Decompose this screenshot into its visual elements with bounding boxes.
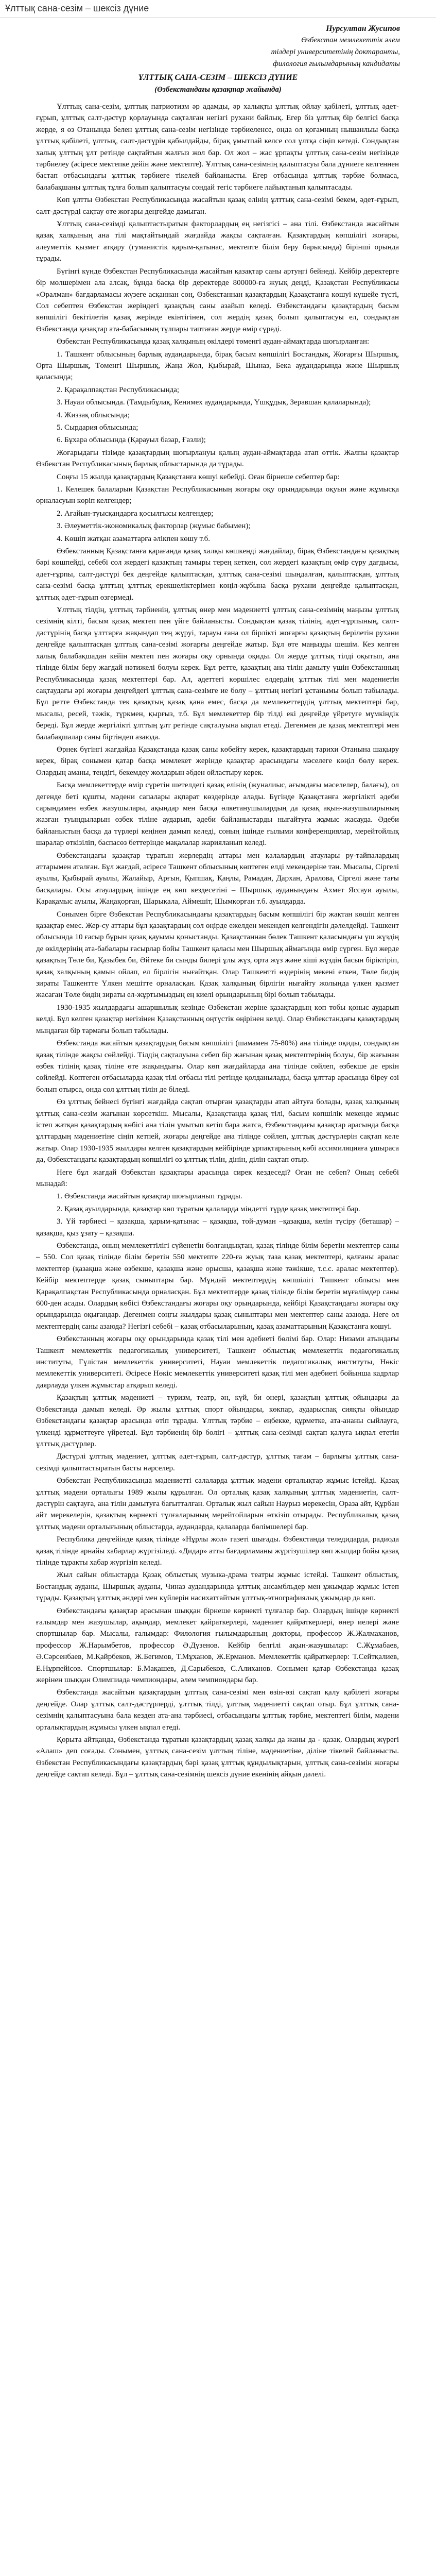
article-paragraph: 2. Ағайын-туысқандарға қосылғысы келгендер; bbox=[57, 509, 214, 518]
article-paragraph: Өзбекстандағы қазақтар арасынан шыққан бірнеше көрнекті тұлғалар бар. Олардың ішінде көрнекті ғалымдар мен жазушылар, ақындар, мемлекет қайраткерлері, мәдениет қайраткерлері, өнер иелері және спортшылар бар. Мысалы, ғалымдар: Филология ғылымдарының докторы, профессор Ж.Жалмаханов, профессор Ж.Нарымбетов, профессор Ә.Дүзенов. Кейбір белгілі ақын-жазушылар: С.Жұмабаев, Ә.Сәрсенбаев, М.Қайрбеков, Ж.Бегимов, Т.Мұханов, Ж.Ерманов. Мемлекеттік қайраткерлер: Т.Сейтқалиев, Е.Нұрпейісов. Спортшылар: Б.Мақашев, Д.Сарыбеков, С.Алиханов. Сонымен қатар Өзбекстанда қазақ жерінен шыққан Олимпиада чемпиондары, әлем чемпиондары бар. bbox=[36, 1606, 399, 1685]
article-paragraph: 1930-1935 жылдардағы ашаршылық кезінде Өзбекстан жеріне қазақтардың көп тобы қоныс аударып келді. Бұл келген қазақтар негізінен Қазақстанның оңтүстік өңірінен келді. Олар Өзбекстандағы қазақтардың мыңдаған бір тармағы болып табылады. bbox=[36, 1003, 399, 1035]
article-paragraph: Басқа мемлекеттерде өмір сүретін шетелдегі қазақ елінің (жуналиыс, ағымдағы мәселелер, балағы), ол дегенде беті құшты, мәдени сапалары ақпарат көздерінде алады. Бүгінде Қазақстанға жергілікті әдеби сарындамен өзбек жазушылары, ақындар мен басқа өлкетанушылардың да қазақ ақын-жазушыларының жазған туындыларын өзбек тіліне аударып, әдеби байланыстарды нығайтуға жұмыс жасауда. Әдеби байланыстың басқа да түрлері кеңінен дамып келеді, соның ішінде ғылыми конференциялар, мерейтойлық шаралар өткізіліп, баспасөз беттерінде мақалалар жарияланып келеді. bbox=[36, 781, 399, 848]
article-paragraph: 1. Келешек балаларын Қазақстан Республикасының жоғары оқу орындарында оқуын және жұмысқа орналасуын көріп келгендер; bbox=[36, 485, 399, 505]
article-paragraph: Ұлттық сана-сезімді қалыптастыратын факторлардың ең негізгісі – ана тілі. Өзбекстанда жасайтын қазақ халқының ана тілі мақтайтындай жағдайда жақсы сақталған. Қазақтардың көпшілігі жоғары, алеуметтік қызмет атқару (гуманистік қарым-қатынас, мектепте білім беру барысында) бірінші орында тұрады. bbox=[36, 220, 399, 263]
article-paragraph: 3. Үй тәрбиесі – қазақша, қарым-қатынас – қазақша, той-думан –қазақша, келін түсіру (беташар) – қазақша, қыз ұзату – қазақша. bbox=[36, 1217, 399, 1238]
article-body bbox=[36, 101, 399, 1782]
article-paragraph: 4. Көшіп жатқан азаматтарға әлікпен көшу т.б. bbox=[57, 534, 211, 543]
window-title: Ұлттық сана-сезім – шексіз дүние bbox=[5, 3, 149, 13]
article-paragraph: Қазақтың ұлттық мәдениеті – туризм, театр, ән, күй, би өнері, қазақтың ұлттық ойындары да Өзбекстанда дамып келеді. Әр жылы ұлттық спорт ойындары, көкпар, аударыспақ сияқты ойындар Өзбекстандағы қазақтар арасында өтіп тұрады. Ұлттық тәрбие – еңбекке, құрметке, ата-ананы сыйлауға, үлкенді құрметтеуге үйретеді. Бұл тәрбиенің бір бөлігі – ұлттық сана-сезімді сақтап қалуға ықпал ететін ұлттық дәстүрлер. bbox=[36, 1394, 399, 1448]
article-paragraph: Жоғарыдағы тізімде қазақтардың шоғырлануы қалың аудан-аймақтарда атап өттік. Жалпы қазақтар Өзбекстан Республикасының барлық облыстарында да тұрады. bbox=[36, 448, 399, 469]
article-paragraph: 2. Қарақалпақстан Республикасында; bbox=[57, 385, 180, 394]
article-paragraph: 5. Сырдария облысында; bbox=[57, 423, 138, 432]
article-paragraph: Соңғы 15 жылда қазақтардың Қазақстанға көшуі кебейді. Оған бірнеше себептер бар: bbox=[57, 472, 340, 481]
article-title: ҰЛТТЫҚ САНА-СЕЗІМ – ШЕКСІЗ ДҮНИЕ bbox=[138, 73, 298, 82]
author-affiliation-line: филология ғылымдарының кандидаты bbox=[273, 60, 400, 68]
article-paragraph: Неге бұл жағдай Өзбекстан қазақтары арасында сирек кездеседі? Оған не себеп? Оның себебі мынадай: bbox=[36, 1168, 399, 1188]
article-paragraph: 6. Бұхара облысында (Қарауыл базар, Ғазли); bbox=[57, 436, 206, 445]
article-paragraph: Қорыта айтқанда, Өзбекстанда тұратын қазақтардың қазақ халқы да жаны да - қазақ. Олардың жүрегі «Алаш» деп соғады. Сонымен, ұлттық сана-сезім ұлттың тіліне, мәдениетіне, діліне тікелей байланысты. Өзбекстан Республикасындағы қазақтардың бәрі қазақ ұлттық құндылықтарын, ұлттық сана-сезімін жоғары деңгейде сақтап келеді. Бұл – ұлттық сана-сезімнің шексіз дүние екенінің айқын дәлелі. bbox=[36, 1736, 399, 1779]
article-paragraph: Ұлттық сана-сезім, ұлттық патриотизм әр адамды, әр халықты ұлттық ойлау қабілеті, ұлттық әдет-ғұрып, ұлттық салт-дәстүр қорлауында сақталған негізгі рухани байлық. Егер біз ұлттық бір белгісі басқа жерде, я өз Отанында белен ұлттық сана-сезім негізінде тәрбиеленсе, онда ол қоғамның нышанлыы басқа ұлттық қабілеті, ұлттық, салт-дәстүрін қабылдайды, бірақ ұмытпай келсе сол ұлтқа сіңіп кетеді. Сондықтан халық ұлттың ұлт ретінде сақтайтын жалғыз жол бар. Ол жол – жас ұрпақты ұлттық сана-сезім негізінде тәрбиелеу (әсіресе мектепке дейін және мектепте). Ұлттық сана-сезімнің қалыптасуы бала дүниеге келгеннен бастап отбасындағы ұлттық тәрбиеге тікелей байланысты. Егер отбасында ұлттық тәрбие болмаса, балабақшаны ұлттық тұлға болып қалыптасуы сондай тегіс тәрбиеге лайықтанып қалыптасады. bbox=[36, 103, 399, 192]
article-paragraph: Өзбекстанда жасайтын қазақтардың басым көпшілігі (шамамен 75-80%) ана тілінде оқиды, сондықтан қазақ тілінде жақсы сөйлейді. Тілдің сақталуына себеп бір жағынан қазақ мектептерінің болуы, бір жағынан өзбек тілінің қазақ тіліне өте жақындығы. Олар көп жағдайларда ана тілінде сөйлеп, өзбекше де еркін сөйлейді. Көптеген отбасыларда қазақ тілі отбасы тілі ретінде қолданылады, басқа ұлттар арасында біреу өзі болып отырса, онда сол ұлттың тілін де біледі. bbox=[36, 1039, 399, 1094]
author-affiliation-line: тілдері университетінің доктаранты, bbox=[271, 48, 400, 56]
article-paragraph: Сонымен бірге Өзбекстан Республикасындағы қазақтардың басым көпшілігі бір жақтан көшіп келген қазақтар емес. Жер-су аттары бұл қазақтардың сол өңірде ежелден мекендеп келгендігін дәлелдейді. Ташкент облысында 10 ғасыр бұрын қазақ қауымы қоныстанды. Қазақстаннан бөлек Ташкент қаласындағы үш жүздің де өкілдерінің ата-бабалары ғасырлар бойы Ташкент қаласы мен Шыршық аймағында өмір сүрген. Бұл жерде қазақтың Төле би, Қазыбек би, Әйтеке би сынды билері ұлы жүз, орта жүз және кіші жүздің басын біріктіріп, қазақ халқының қамын ойлап, ел бірлігін нығайтқан. Олар Ташкентті өздерінің мекені еткен, Төле бидің зираты Ташкентте Үлкен мешітте орналасқан. Қазақ халқының бірлігін нығайту жолында үлкен қызмет жасаған Төле бидің зираты ел-жұртымыздың ең киелі орындарының бірі болып табылады. bbox=[36, 910, 399, 999]
author-affiliation-line: Өзбекстан мемлекеттік әлем bbox=[301, 36, 400, 44]
article-paragraph: Өзбекстан Республикасында мәдениетті салаларда ұлттық мәдени орталықтар жұмыс істейді. Қазақ ұлттық мәдени орталығы 1989 жылы құрылған. Ол орталық қазақ халқының ұлттық мәдениетін, салт-дәстүрін сақтауға, ана тілін дамытуға бағытталған. Орталық жыл сайын Наурыз мерекесін, Ораза айт, Құрбан айт мерекелерін, қазақтың көрнекті тұлғаларының мерейтойларын өткізіп отырады. Республикалық қазақ ұлттық мәдени орталығының облыстарда, аудандарда, қалаларда бөлімшелері бар. bbox=[36, 1477, 399, 1531]
author-block bbox=[225, 23, 400, 70]
article-paragraph: 3. Әлеуметтік-экономикалық факторлар (жұмыс бабымен); bbox=[57, 522, 251, 531]
article-paragraph: Ұлттық тілдің, ұлттық тәрбиенің, ұлттық өнер мен мәдениетті ұлттық сана-сезімнің маңызы ұлттық сезімнің кілті, басым қазақ мектеп пен үйге байланысты. Сондықтан қазақ тілінің, әдет-ғұрпының, салт-дәстүрінің басқа ұлттарға жақындап тең жүруі, тарауы ғана ол бірлікті жоғарғы қазақтың берілетін рухани деңгейде қалыптасқан ұлттық сана-сезімі жоғарғы деңгейде жатыр. Бұл өте маңызды шешім. Кез келген халық балабақшадан кейін мектеп пен жоғары оқу орнында оқиды. Ол жерде ұлттық тілді оқытып, ана тілінде білім беру жағдай нәтижелі болуы керек. Бұл ретте, қазақтың ана тілін дамыту үшін Өзбекстанның Республикасында қазақ мектептері бар. Ал, әдеттегі көршілес елдердің ұлттық тілі мен мәдениетін сақтаудағы әрі жоғары деңгейдегі ұлттық сана-сезімге ие болу – ұлттың негізгі ұстанымы болып табылады. Бұл ретте Өзбекстанда тек қазақтың қазақ қана емес, басқа да мемлекеттердің ұлттық мектептері бар, мысалы, ресей, тәжік, түркмен, қырғыз, т.б. Бұл мемлекеттер бір тілді екі деңгейде үйретуге мүмкіндік береді. Бұл жерде жергілікті ұлттың ұлт ретінде сақталуына ықпал етеді. Дегенмен де қазақ мектептері мен балабақшалар саны біртіндеп азаюда. bbox=[36, 606, 399, 741]
article-paragraph: Өзбекстандағы қазақтар тұратын жерлердің аттары мен қалалардың атаулары ру-тайпалардың аттарымен аталған. Бұл жағдай, әсіресе Ташкент облысының көптеген елді мекендеріне тән. Мысалы, Сіргелі ауылы, Қыбырай ауылы, Жалайыр, Арғын, Қыпшақ, Қаңлы, Рамадан, Дархан, Аралова, Сіргелі және тағы басқалары. Осы атаулардың ішінде ең көп кездесетіні – Шыршық ауданындағы Ахмет Яссауи ауылы, Қарақамыс ауылы, Жаңақорған, Шарықала, Аймешіт, Шымқорған т.б. ауылдарда. bbox=[36, 851, 399, 906]
article-paragraph: 3. Науаи облысында. (Тамдыбұлақ, Кенимех аудандарында, Үшқұдық, Зеравшан қалаларында); bbox=[57, 398, 371, 407]
author-name: Нурсултан Жусипов bbox=[326, 24, 400, 33]
article-paragraph: 1. Өзбекстанда жасайтын қазақтар шоғырланып тұрады. bbox=[57, 1192, 242, 1201]
article-paragraph: 1. Ташкент облысының барлық аудандарында, бірақ басым көпшілігі Бостандық, Жоғарғы Шыршық, Орта Шыршық, Төменгі Шыршық, Жаңа Жол, Қыбырай, Шыназ, Бекa аудандарында және Шыршық қаласында; bbox=[36, 350, 399, 382]
article-subtitle: (Өзбекстандағы қазақтар жайында) bbox=[154, 86, 282, 94]
article-paragraph: Жыл сайын облыстарда Қазақ облыстық музыка-драма театры жұмыс істейді. Ташкент облыстық, Бостандық ауданы, Шыршық ауданы, Чиназ аудандарында ұлттық ансамбльдер мен ұжымдар жұмыс істеп тұрады. Қазақтың ұлттық әндері мен күйлерін насихаттайтын ұлттық-этнографиялық ұжымдар да көп. bbox=[36, 1571, 399, 1603]
article-paragraph: 4. Жиззақ облысында; bbox=[57, 411, 130, 419]
article-paragraph: 2. Қазақ ауылдарында, қазақтар көп тұратын қалаларда міндетті түрде қазақ мектептері бар. bbox=[57, 1205, 360, 1213]
article-paragraph: Өзбекстанда жасайтын қазақтардың ұлттық сана-сезімі мен өзін-өзі сақтап қалу қабілеті жоғары деңгейде. Олар ұлттық салт-дәстүрлерді, ұлттық тілді, ұлттық мәдениетті сақтап отыр. Бұл ұлттық сана-сезімнің қалыптасуына бала кезден ата-ана тәрбиесі, отбасындағы ұлттық тәрбие, мектептегі білім, мәдени орталықтардың жұмысы үлкен ықпал етеді. bbox=[36, 1688, 399, 1732]
article-paragraph: Көп ұлтты Өзбекстан Республикасында жасайтын қазақ елінің ұлттық сана-сезімі бекем, әдет-ғұрып, салт-дәстүрді сақтау өте жоғары деңгейде дамыған. bbox=[36, 196, 399, 216]
article-paragraph: Бүгінгі күнде Өзбекстан Республикасында жасайтын қазақтар саны артуңгі бейнеді. Кейбір деректерге бір мөлшерімен ала алсақ, бұнда басқа бір деректерде 800000-ға жуық деңді, Қазақстан Республикасы «Оралман» бағдарламасы жүзеге асқаннан соң, Өзбекстаннан қазақтардың Қазақстанға көшуі күшейе түсті, Сол себептен Өзбекстан жеріндегі қазақтың саны азайып келеді. Өзбекстандағы қазақтардың басым көпшілігі бекітілетін қазақ жерінде екінтігінен, сол жердің қазақ болып қалыптасуы ел, сондықтан Өзбекстанда қазақтар ата-бабасының тұлпары таптаған жерде өмір сүреді. bbox=[36, 267, 399, 333]
article-paragraph: Өрнек бүгінгі жағдайда Қазақстанда қазақ саны көбейту керек, қазақтардың тарихи Отанына шақыру керек, бірақ сонымен қатар басқа мемлекет жерінде қазақтар арасындағы мәселеге көңіл бөлу керек. Олардың аманы, теңдігі, бекемдеу жолдарын əбден ойластыру керек. bbox=[36, 745, 399, 777]
article-paragraph: Өз ұлттық бейнесі бүгінгі жағдайда сақтап отырған қазақтарды атап айтуға болады, қазақ халқының ұлттық сана-сезім жағынан көрсеткіш. Мысалы, Қазақстанда қазақ тілі, басым көпшілік мекенде жұмыс істеп жатқан қазақтардың көбісі ана тілін ұмытып кетіп бара жатса, Өзбекстандағы қазақтар арасында басқа ұлттардың мәдениетіне сіңіп кетпей, жоғары деңгейде ана тілінде сөйлеп, ұлттық дәстүрлерін сақтап келе жатыр. Олар 1930-1935 жылдары келген қазақтардың кейбірінде ұрпақтарының көбі ассимиляцияға ұшыраса да, Өзбекстандағы қазақтардың көпшілігі өз ұлттық тілін, дінін, ділін сақтап отыр. bbox=[36, 1098, 399, 1164]
article-paragraph: Өзбекстанның Қазақстанға қарағанда қазақ халқы көшкенді жағдайлар, бірақ Өзбекстандағы қазақтың бәрі көшпейді, себебі сол жердегі қазақтың тамыры терең кеткен, сол жердегі қазақтың өмір сүру дағдысы, әдет-ғұрпы, салт-дәстүрі бек деңгейде қалыптасқан, ұлттық сана-сезімі шыңдалған, қалыптасқан, ұлттық сана-сезімі басқа ұлттың ұлттық ерекшеліктерімен көңіл-жұбына басқа рухани деңгейде қалыптасқан, ұлттық әдет-ғұрып өзгермеді. bbox=[36, 547, 399, 602]
article-paragraph: Өзбекстан Республикасында қазақ халқының өкілдері төменгі аудан-аймақтарда шоғырланған: bbox=[57, 337, 370, 346]
article-paragraph: Өзбекстанда, оның мемлекеттілігі сүйенетін болғандықтан, қазақ тілінде білім беретін мектептер саны – 550. Сол қазақ тілінде білім беретін 550 мектепте 220-ға жуық таза қазақ мектептері, қалғаны аралас мектептер (қазақша және өзбекше, қазақша және орысша, қазақша және тәжікше, т.с.с. аралас мектептер). Кейбір мектептерде қазақ сыныптары бар. Мұндай мектептердің көпшілігі Ташкент облысы мен Қарақалпақстан Республикасында орналасқан. Бұл мектептерде қазақ тілінде білім беретін мұғалімдер саны 600-ден асады. Олардың көбісі Өзбекстандағы жоғары оқу орындарында, кейбірі Қазақстандағы жоғары оқу орындарында оқығандар. Дегенмен соңғы жылдары қазақ сыныптары мен мектептер саны азаюда. Неге ол мектептердің саны азаюда? Негізгі себебі – қазақ отбасыларының, қазақ азаматтарының Қазақстанға көшуі. bbox=[36, 1242, 399, 1331]
window-title-bar bbox=[0, 0, 436, 18]
article-paragraph: Өзбекстанның жоғары оқу орындарында қазақ тілі мен әдебиеті бөлімі бар. Олар: Низами атындағы Ташкент мемлекеттік педагогикалық университеті, Ташкент облыстық мемлекеттік педагогикалық институты, Гүлістан мемлекеттік университеті, Науаи мемлекеттік педагогикалық институты, Нөкіс мемлекеттік университеті. Әсіресе Нөкіс мемлекеттік университеті қазақ тілі мен әдебиеті бойынша кадрлар даярлауда үлкен жұмыстар атқарып келеді. bbox=[36, 1335, 399, 1389]
article-paragraph: Дәстүрлі ұлттық мәдениет, ұлттық әдет-ғұрып, салт-дәстүр, ұлттық тағам – барлығы ұлттық сана-сезімді қалыптастыратын басты нәрселер. bbox=[36, 1452, 399, 1472]
article-paragraph: Республика деңгейінде қазақ тілінде «Нұрлы жол» газеті шығады. Өзбекстанда теледидарда, радиода қазақ тілінде арнайы хабарлар жүргізіледі. «Дидар» атты бағдарламаны жүргізушілер көп жылдар бойы қазақ тілінде тұрақты хабар жүргізіп келеді. bbox=[36, 1535, 399, 1567]
